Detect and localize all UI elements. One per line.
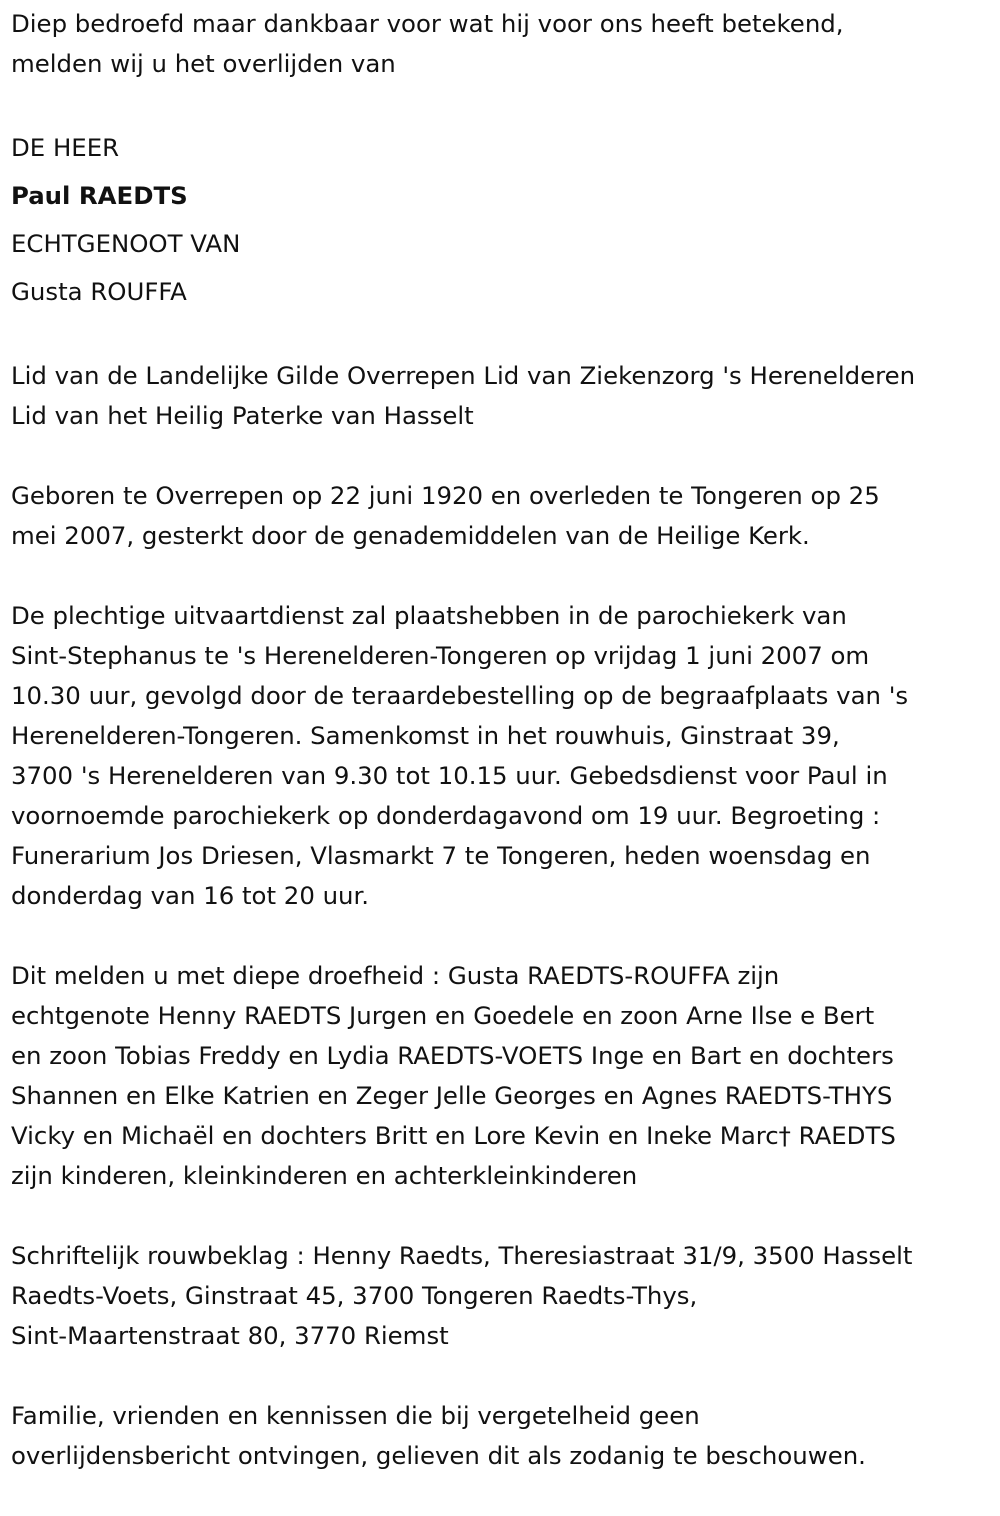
membership-line: Lid van het Heilig Paterke van Hasselt bbox=[11, 401, 474, 430]
membership-line: Lid van de Landelijke Gilde Overrepen Lid van Ziekenzorg 's Herenelderen bbox=[11, 361, 916, 390]
condolences-line: Sint-Maartenstraat 80, 3770 Riemst bbox=[11, 1321, 449, 1350]
condolences-paragraph bbox=[11, 1236, 996, 1356]
funeral-line: voornoemde parochiekerk op donderdagavond om 19 uur. Begroeting : bbox=[11, 801, 881, 830]
intro-line: melden wij u het overlijden van bbox=[11, 49, 396, 78]
funeral-line: donderdag van 16 tot 20 uur. bbox=[11, 881, 370, 910]
funeral-paragraph bbox=[11, 596, 996, 916]
family-line: Vicky en Michaël en dochters Britt en Lore Kevin en Ineke Marc† RAEDTS bbox=[11, 1121, 896, 1150]
funeral-line: 3700 's Herenelderen van 9.30 tot 10.15 uur. Gebedsdienst voor Paul in bbox=[11, 761, 888, 790]
closing-line: overlijdensbericht ontvingen, gelieven dit als zodanig te beschouwen. bbox=[11, 1441, 866, 1470]
deceased-name: Paul RAEDTS bbox=[11, 181, 188, 210]
condolences-line: Raedts-Voets, Ginstraat 45, 3700 Tongeren Raedts-Thys, bbox=[11, 1281, 698, 1310]
family-line: echtgenote Henny RAEDTS Jurgen en Goedele en zoon Arne Ilse e Bert bbox=[11, 1001, 875, 1030]
family-line: zijn kinderen, kleinkinderen en achterkleinkinderen bbox=[11, 1161, 638, 1190]
condolences-line: Schriftelijk rouwbeklag : Henny Raedts, Theresiastraat 31/9, 3500 Hasselt bbox=[11, 1241, 913, 1270]
deceased-heading bbox=[11, 124, 996, 316]
closing-paragraph bbox=[11, 1396, 996, 1476]
spouse-name: Gusta ROUFFA bbox=[11, 277, 187, 306]
funeral-line: 10.30 uur, gevolgd door de teraardebestelling op de begraafplaats van 's bbox=[11, 681, 909, 710]
intro-line: Diep bedroefd maar dankbaar voor wat hij voor ons heeft betekend, bbox=[11, 9, 844, 38]
family-paragraph bbox=[11, 956, 996, 1196]
death-notice bbox=[11, 4, 996, 1516]
funeral-line: De plechtige uitvaartdienst zal plaatshebben in de parochiekerk van bbox=[11, 601, 847, 630]
funeral-line: Herenelderen-Tongeren. Samenkomst in het rouwhuis, Ginstraat 39, bbox=[11, 721, 840, 750]
relation-label: ECHTGENOOT VAN bbox=[11, 229, 241, 258]
family-line: Dit melden u met diepe droefheid : Gusta RAEDTS-ROUFFA zijn bbox=[11, 961, 780, 990]
memberships-paragraph bbox=[11, 356, 996, 436]
funeral-line: Sint-Stephanus te 's Herenelderen-Tongeren op vrijdag 1 juni 2007 om bbox=[11, 641, 870, 670]
birth-death-line: Geboren te Overrepen op 22 juni 1920 en overleden te Tongeren op 25 bbox=[11, 481, 880, 510]
birth-death-line: mei 2007, gesterkt door de genademiddelen van de Heilige Kerk. bbox=[11, 521, 810, 550]
family-line: en zoon Tobias Freddy en Lydia RAEDTS-VOETS Inge en Bart en dochters bbox=[11, 1041, 894, 1070]
family-line: Shannen en Elke Katrien en Zeger Jelle Georges en Agnes RAEDTS-THYS bbox=[11, 1081, 893, 1110]
funeral-line: Funerarium Jos Driesen, Vlasmarkt 7 te Tongeren, heden woensdag en bbox=[11, 841, 871, 870]
intro-paragraph bbox=[11, 4, 996, 84]
honorific: DE HEER bbox=[11, 133, 120, 162]
birth-death-paragraph bbox=[11, 476, 996, 556]
closing-line: Familie, vrienden en kennissen die bij vergetelheid geen bbox=[11, 1401, 700, 1430]
